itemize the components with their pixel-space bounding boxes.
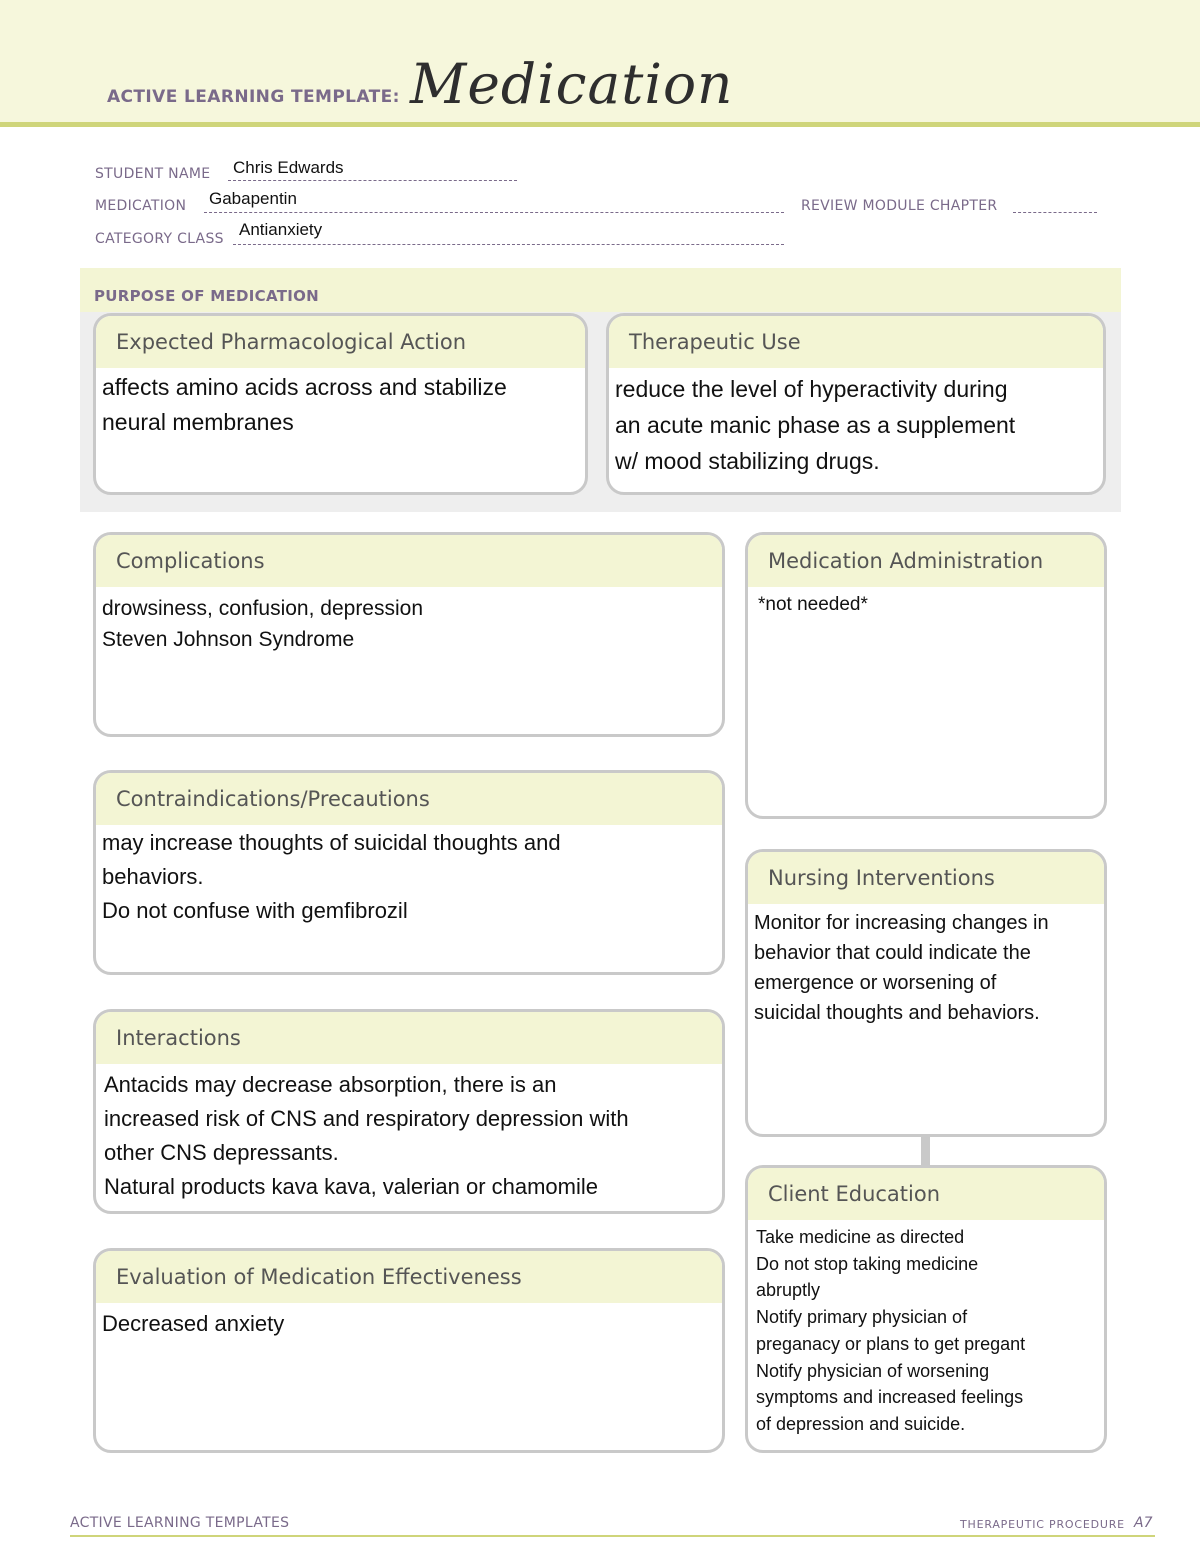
contraindications-box (93, 770, 725, 975)
therapeutic-use-title: Therapeutic Use (609, 316, 1103, 368)
review-module-line[interactable] (1013, 212, 1097, 213)
review-module-label: REVIEW MODULE CHAPTER (801, 198, 998, 214)
footer-right: THERAPEUTIC PROCEDURE (960, 1518, 1125, 1531)
footer-rule (70, 1535, 1155, 1537)
contraindications-body[interactable]: may increase thoughts of suicidal thoughts and behaviors. Do not confuse with gemfibrozil (102, 830, 561, 923)
evaluation-body[interactable]: Decreased anxiety (102, 1311, 285, 1336)
therapeutic-use-box (606, 313, 1106, 495)
client-education-body[interactable]: Take medicine as directed Do not stop taking medicine abruptly Notify primary physician of preganacy or plans to get pregant Notify physician of worsening symptoms and increased feelings of depression and suicide. (756, 1227, 1026, 1434)
medication-value[interactable]: Gabapentin (209, 189, 297, 208)
contraindications-title: Contraindications/Precautions (96, 773, 722, 825)
nursing-interventions-body[interactable]: Monitor for increasing changes in behavior that could indicate the emergence or worsening of suicidal thoughts and behaviors. (754, 912, 1049, 1024)
category-class-line (233, 244, 784, 245)
therapeutic-use-body[interactable]: reduce the level of hyperactivity during an acute manic phase as a supplement w/ mood stabilizing drugs. (615, 376, 1016, 474)
medication-administration-box (745, 532, 1107, 819)
nursing-interventions-title: Nursing Interventions (748, 852, 1104, 904)
purpose-label: PURPOSE OF MEDICATION (94, 287, 320, 305)
medication-administration-title: Medication Administration (748, 535, 1104, 587)
category-class-value[interactable]: Antianxiety (239, 220, 323, 239)
evaluation-title: Evaluation of Medication Effectiveness (96, 1251, 722, 1303)
medication-line (204, 212, 784, 213)
expected-action-box (93, 313, 588, 495)
client-education-box (745, 1165, 1107, 1453)
footer-page-number: A7 (1134, 1515, 1153, 1531)
medication-label: MEDICATION (95, 198, 187, 214)
nursing-interventions-box (745, 849, 1107, 1137)
evaluation-box (93, 1248, 725, 1453)
template-title: Medication (410, 52, 734, 116)
footer-left: ACTIVE LEARNING TEMPLATES (70, 1515, 290, 1531)
template-label: ACTIVE LEARNING TEMPLATE: (107, 87, 400, 107)
client-education-title: Client Education (748, 1168, 1104, 1220)
student-name-value[interactable]: Chris Edwards (233, 158, 344, 177)
expected-action-body[interactable]: affects amino acids across and stabilize neural membranes (102, 374, 507, 435)
expected-action-title: Expected Pharmacological Action (96, 316, 585, 368)
student-name-label: STUDENT NAME (95, 166, 211, 182)
student-name-line (228, 180, 517, 181)
complications-body[interactable]: drowsiness, confusion, depression Steven Johnson Syndrome (102, 597, 424, 651)
complications-box (93, 532, 725, 737)
category-class-label: CATEGORY CLASS (95, 231, 224, 247)
section-connector (921, 1136, 930, 1166)
complications-title: Complications (96, 535, 722, 587)
interactions-body[interactable]: Antacids may decrease absorption, there is an increased risk of CNS and respiratory depression with other CNS depressants. Natural products kava kava, valerian or chamomile (104, 1072, 629, 1199)
interactions-box (93, 1009, 725, 1214)
interactions-title: Interactions (96, 1012, 722, 1064)
medication-administration-body[interactable]: *not needed* (758, 594, 868, 615)
header-rule (0, 122, 1200, 127)
